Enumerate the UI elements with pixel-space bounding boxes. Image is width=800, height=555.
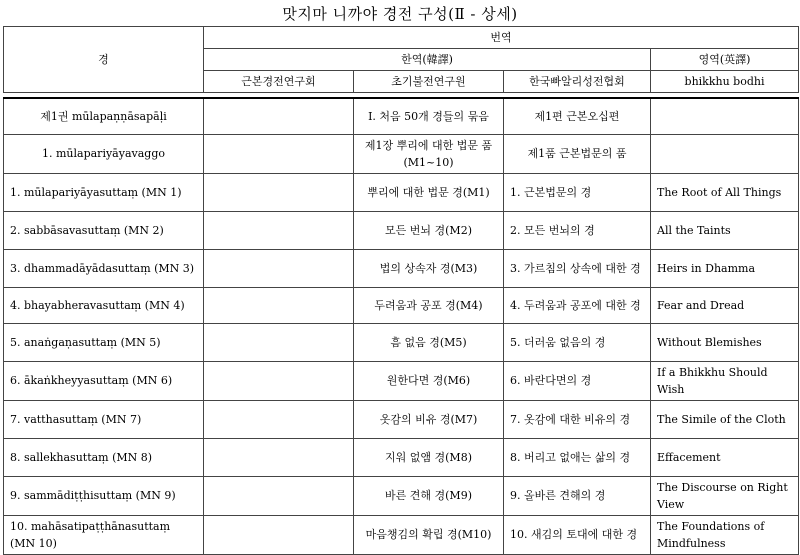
cell-col4: [651, 98, 799, 134]
header-english: 영역(英譯): [651, 49, 799, 71]
cell-col3: 제1편 근본오십편: [504, 98, 651, 134]
cell-col4: Heirs in Dhamma: [651, 249, 799, 287]
header-col4: bhikkhu bodhi: [651, 71, 799, 93]
cell-sutta: 7. vatthasuttaṃ (MN 7): [4, 400, 204, 438]
cell-col3: 제1품 근본법문의 품: [504, 134, 651, 173]
cell-sutta: 3. dhammadāyādasuttaṃ (MN 3): [4, 249, 204, 287]
cell-col2: 법의 상속자 경(M3): [354, 249, 504, 287]
cell-col2: 마음챙김의 확립 경(M10): [354, 515, 504, 554]
cell-col4: [651, 134, 799, 173]
cell-col2: 두려움과 공포 경(M4): [354, 287, 504, 323]
table-row: [4, 211, 799, 249]
cell-sutta: 10. mahāsatipaṭṭhānasuttaṃ (MN 10): [4, 515, 204, 554]
cell-col4: The Root of All Things: [651, 173, 799, 211]
table-row: [4, 249, 799, 287]
table-row: [4, 173, 799, 211]
cell-sutta: 9. sammādiṭṭhisuttaṃ (MN 9): [4, 476, 204, 515]
header-translation: 번역: [204, 27, 799, 49]
cell-sutta: 1. mūlapariyāyavaggo: [4, 134, 204, 173]
table-row: [4, 515, 799, 554]
cell-col2: 옷감의 비유 경(M7): [354, 400, 504, 438]
cell-col4: The Simile of the Cloth: [651, 400, 799, 438]
cell-col2: 흠 없음 경(M5): [354, 323, 504, 361]
header-row-1: [4, 27, 799, 49]
cell-sutta: 4. bhayabheravasuttaṃ (MN 4): [4, 287, 204, 323]
cell-col1: [204, 249, 354, 287]
cell-col4: All the Taints: [651, 211, 799, 249]
cell-col4: Without Blemishes: [651, 323, 799, 361]
cell-col4: If a Bhikkhu Should Wish: [651, 361, 799, 400]
cell-col2: 제1장 뿌리에 대한 법문 품 (M1~10): [354, 134, 504, 173]
cell-col3: 5. 더러움 없음의 경: [504, 323, 651, 361]
cell-col1: [204, 211, 354, 249]
header-korean: 한역(韓譯): [204, 49, 651, 71]
cell-col2: 바른 견해 경(M9): [354, 476, 504, 515]
sutta-table: [3, 26, 799, 555]
cell-col1: [204, 515, 354, 554]
table-row: [4, 400, 799, 438]
cell-col1: [204, 438, 354, 476]
cell-col3: 2. 모든 번뇌의 경: [504, 211, 651, 249]
cell-col3: 8. 버리고 없애는 삶의 경: [504, 438, 651, 476]
cell-col1: [204, 173, 354, 211]
header-col2: 초기불전연구원: [354, 71, 504, 93]
cell-col3: 6. 바란다면의 경: [504, 361, 651, 400]
cell-col2: 지워 없앰 경(M8): [354, 438, 504, 476]
header-col3: 한국빠알리성전협회: [504, 71, 651, 93]
table-row: [4, 323, 799, 361]
cell-col4: The Discourse on Right View: [651, 476, 799, 515]
cell-col2: 뿌리에 대한 법문 경(M1): [354, 173, 504, 211]
cell-col3: 9. 올바른 견해의 경: [504, 476, 651, 515]
cell-col1: [204, 98, 354, 134]
cell-col4: Fear and Dread: [651, 287, 799, 323]
header-sutta: 경: [4, 27, 204, 93]
cell-col3: 1. 근본법문의 경: [504, 173, 651, 211]
table-row: [4, 134, 799, 173]
table-row: [4, 287, 799, 323]
cell-col3: 10. 새김의 토대에 대한 경: [504, 515, 651, 554]
header-col1: 근본경전연구회: [204, 71, 354, 93]
cell-col3: 7. 옷감에 대한 비유의 경: [504, 400, 651, 438]
cell-col4: Effacement: [651, 438, 799, 476]
cell-col2: Ⅰ. 처음 50개 경들의 묶음: [354, 98, 504, 134]
cell-col2: 모든 번뇌 경(M2): [354, 211, 504, 249]
cell-col1: [204, 323, 354, 361]
table-row: [4, 438, 799, 476]
cell-col1: [204, 287, 354, 323]
cell-sutta: 6. ākaṅkheyyasuttaṃ (MN 6): [4, 361, 204, 400]
page-title: 맛지마 니까야 경전 구성(Ⅱ - 상세): [282, 5, 518, 23]
cell-col1: [204, 400, 354, 438]
cell-col1: [204, 361, 354, 400]
cell-col4: The Foundations of Mindfulness: [651, 515, 799, 554]
cell-sutta: 1. mūlapariyāyasuttaṃ (MN 1): [4, 173, 204, 211]
cell-sutta: 8. sallekhasuttaṃ (MN 8): [4, 438, 204, 476]
cell-col3: 3. 가르침의 상속에 대한 경: [504, 249, 651, 287]
cell-col1: [204, 476, 354, 515]
cell-sutta: 제1권 mūlapaṇṇāsapāḷi: [4, 98, 204, 134]
cell-col1: [204, 134, 354, 173]
cell-sutta: 2. sabbāsavasuttaṃ (MN 2): [4, 211, 204, 249]
table-row: [4, 476, 799, 515]
cell-col2: 원한다면 경(M6): [354, 361, 504, 400]
cell-col3: 4. 두려움과 공포에 대한 경: [504, 287, 651, 323]
table-row: [4, 361, 799, 400]
cell-sutta: 5. anaṅgaṇasuttaṃ (MN 5): [4, 323, 204, 361]
table-row: [4, 98, 799, 134]
